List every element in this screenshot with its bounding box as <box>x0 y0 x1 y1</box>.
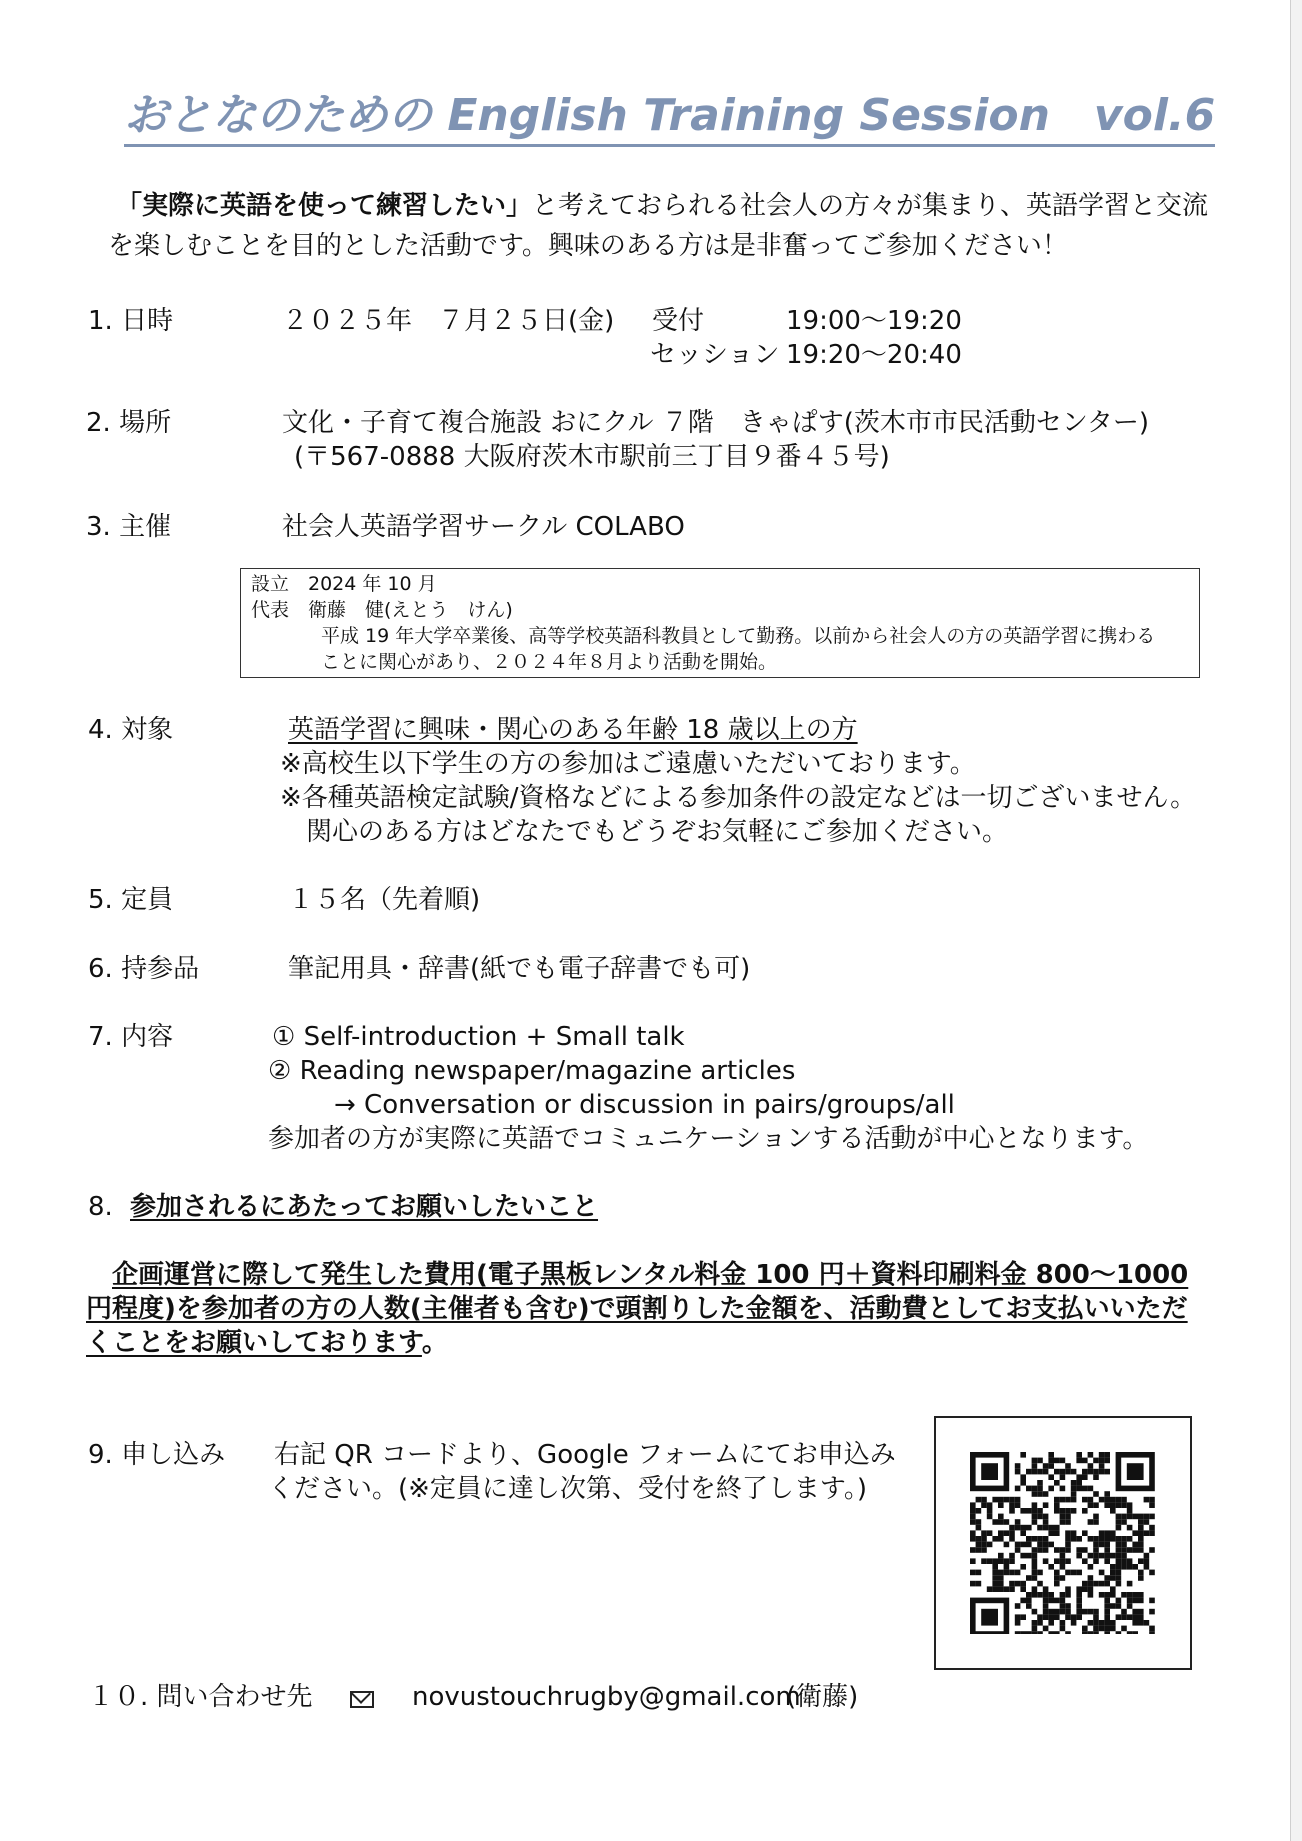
target-audience: 英語学習に興味・関心のある年齢 18 歳以上の方 <box>288 715 858 745</box>
venue-address: (〒567-0888 大阪府茨木市駅前三丁目９番４５号) <box>294 442 890 472</box>
contact-name: (衛藤) <box>786 1682 859 1712</box>
intro-line-2: を楽しむことを目的とした活動です。興味のある方は是非奮ってご参加ください！ <box>108 231 1068 261</box>
request-line-1: 企画運営に際して発生した費用(電子黒板レンタル料金 100 円＋資料印刷料金 800～1000 <box>112 1260 1189 1290</box>
item-6-label: 6. 持参品 <box>88 954 200 984</box>
item-3-label: 3. 主催 <box>86 512 172 542</box>
host-profile-box <box>240 568 1200 678</box>
intro-line-1-rest: と考えておられる社会人の方々が集まり、英語学習と交流 <box>532 191 1209 221</box>
item-5-label: 5. 定員 <box>88 885 174 915</box>
items-to-bring: 筆記用具・辞書(紙でも電子辞書でも可) <box>288 954 751 984</box>
request-heading: 参加されるにあたってお願いしたいこと <box>130 1192 599 1222</box>
item-4-label: 4. 対象 <box>88 715 174 745</box>
apply-line-1: 右記 QR コードより、Google フォームにてお申込み <box>274 1440 896 1470</box>
host-name: 社会人英語学習サークル COLABO <box>282 512 685 542</box>
content-line-4: 参加者の方が実際に英語でコミュニケーションする活動が中心となります。 <box>268 1124 1149 1154</box>
content-line-1: ① Self-introduction + Small talk <box>272 1022 685 1052</box>
item-2-label: 2. 場所 <box>86 408 172 438</box>
reception-label: 受付 <box>652 306 705 336</box>
mail-icon <box>350 1691 374 1708</box>
event-date: ２０２５年 ７月２５日(金) <box>282 306 615 336</box>
page-title: おとなのための English Training Session vol.6 <box>124 88 1215 147</box>
host-founded: 設立 2024 年 10 月 <box>251 573 437 595</box>
session-time: 19:20～20:40 <box>786 340 962 370</box>
qr-code-icon <box>970 1452 1156 1634</box>
registration-qr-code[interactable] <box>934 1416 1192 1670</box>
item-1-label: 1. 日時 <box>88 306 174 336</box>
venue-line-1: 文化・子育て複合施設 おにクル ７階 きゃぱす(茨木市市民活動センター) <box>282 408 1149 438</box>
item-9-label: 9. 申し込み <box>88 1440 226 1470</box>
item-8-label: 8. <box>88 1192 113 1222</box>
intro-emphasis: 「実際に英語を使って練習したい」 <box>116 191 533 221</box>
request-line-3-end: 。 <box>421 1328 448 1358</box>
target-note-1: ※高校生以下学生の方の参加はご遠慮いただいております。 <box>280 749 976 779</box>
host-representative: 代表 衛藤 健(えとう けん) <box>251 599 513 621</box>
host-bio-line-1: 平成 19 年大学卒業後、高等学校英語科教員として勤務。以前から社会人の方の英語学習に携わる <box>321 625 1156 647</box>
content-line-2: ② Reading newspaper/magazine articles <box>268 1056 796 1086</box>
host-bio-line-2: ことに関心があり、２０２４年８月より活動を開始。 <box>321 651 778 673</box>
content-line-3: → Conversation or discussion in pairs/groups/all <box>334 1090 955 1120</box>
apply-line-2: ください。(※定員に達し次第、受付を終了します。) <box>268 1474 867 1504</box>
request-line-3 <box>86 1326 448 1360</box>
item-7-label: 7. 内容 <box>88 1022 174 1052</box>
target-note-3: 関心のある方はどなたでもどうぞお気軽にご参加ください。 <box>306 817 1009 847</box>
request-line-3-text: くことをお願いしております <box>86 1328 422 1358</box>
reception-time: 19:00～19:20 <box>786 306 962 336</box>
contact-email[interactable]: novustouchrugby@gmail.com <box>412 1682 801 1712</box>
target-note-2: ※各種英語検定試験/資格などによる参加条件の設定などは一切ございません。 <box>280 783 1197 813</box>
intro-line-1 <box>116 189 1208 223</box>
request-line-2: 円程度)を参加者の方の人数(主催者も含む)で頭割りした金額を、活動費としてお支払いいただ <box>86 1294 1188 1324</box>
session-label: セッション <box>650 340 780 370</box>
item-10-label: １０. 問い合わせ先 <box>88 1682 313 1712</box>
capacity-value: １５名（先着順) <box>288 885 481 915</box>
